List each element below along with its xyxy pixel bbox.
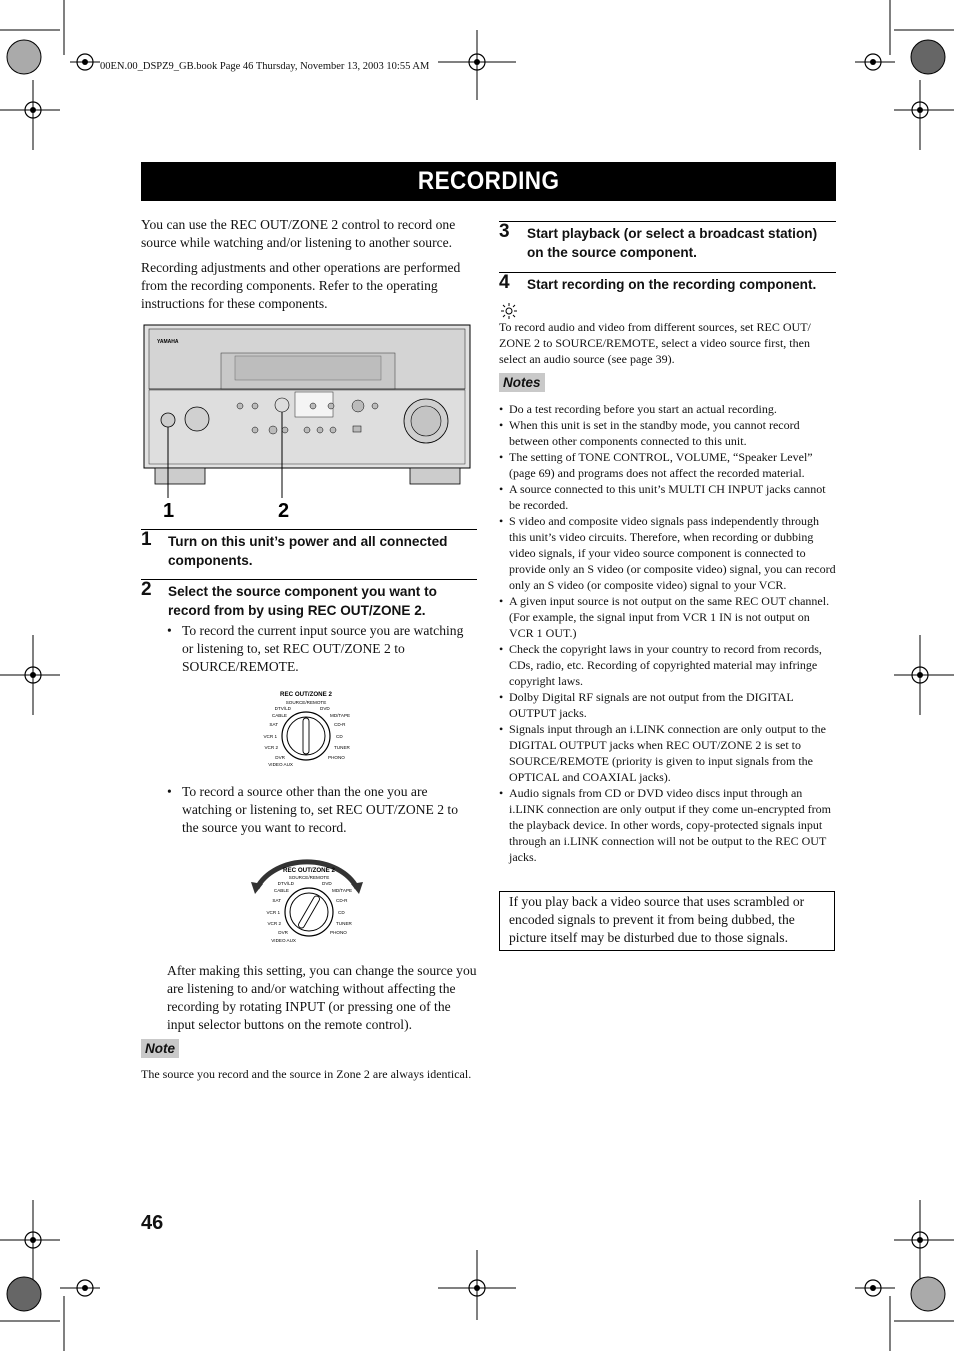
list-item: • Audio signals from CD or DVD video discs input through an i.LINK connection are only output if they come un-encrypted from the playback device. In other words, copy-protected signals input through an i.LINK connection will not be output to the REC OUT jacks.	[499, 785, 836, 865]
svg-text:DTV/LD: DTV/LD	[277, 881, 294, 886]
rec-out-dial-rotate	[245, 848, 375, 948]
tip-text: To record audio and video from different sources, set REC OUT/ ZONE 2 to SOURCE/REMOTE, select a video source first, then select an audio source (see page 39).	[499, 320, 811, 366]
svg-text:REC OUT/ZONE 2: REC OUT/ZONE 2	[283, 867, 335, 874]
svg-text:DTV/LD: DTV/LD	[274, 706, 291, 711]
step-2-bullet-1: • To record the current input source you are watching or listening to, set REC OUT/ZONE 2 to SOURCE/REMOTE.	[167, 622, 477, 676]
rec-out-dial-source-remote	[245, 686, 375, 772]
step-1-text: Turn on this unit’s power and all connected components.	[168, 534, 448, 568]
notes-label: Notes	[499, 373, 545, 392]
note-label: Note	[141, 1039, 179, 1058]
svg-text:VCR 2: VCR 2	[264, 745, 278, 750]
after-setting-paragraph: After making this setting, you can change the source you are listening to and/or watching without affecting the recording by rotating INPUT (or pressing one of the input selector buttons on the remote control).	[167, 963, 477, 1032]
svg-text:MD/TAPE: MD/TAPE	[330, 713, 351, 718]
step-1-number: 1	[141, 529, 152, 550]
list-item: • S video and composite video signals pass independently through this unit’s video circuits. Therefore, when recording or dubbing video signals, if your video source component is connected to provide only an S video (or composite video) signal, you can record only an S video (or composite video) signal to your VCR.	[499, 513, 836, 593]
step-3-text: Start playback (or select a broadcast station) on the source component.	[527, 226, 818, 260]
page-number: 46	[141, 1212, 164, 1234]
step-2-rule	[141, 579, 477, 580]
rec-out-zone2-knob-icon	[275, 398, 289, 412]
svg-text:REC OUT/ZONE 2: REC OUT/ZONE 2	[280, 691, 332, 698]
svg-text:CD: CD	[336, 734, 343, 739]
step-3-rule	[499, 221, 836, 222]
svg-text:CD: CD	[338, 910, 345, 915]
panel-brand: YAMAHA	[157, 339, 179, 345]
svg-text:VIDEO AUX: VIDEO AUX	[268, 762, 293, 767]
tip-lightbulb-icon	[500, 302, 518, 320]
svg-text:VIDEO AUX: VIDEO AUX	[271, 938, 296, 943]
svg-text:MD/TAPE: MD/TAPE	[332, 888, 353, 893]
note-text: The source you record and the source in Zone 2 are always identical.	[141, 1067, 472, 1081]
svg-text:CABLE: CABLE	[271, 713, 287, 718]
svg-text:CD-R: CD-R	[334, 722, 346, 727]
svg-text:TUNER: TUNER	[334, 745, 350, 750]
list-item: • When this unit is set in the standby mode, you cannot record between other components connected to this unit.	[499, 417, 836, 449]
svg-text:DVR: DVR	[278, 930, 288, 935]
list-item: • Dolby Digital RF signals are not output from the DIGITAL OUTPUT jacks.	[499, 689, 836, 721]
list-item: • The setting of TONE CONTROL, VOLUME, “Speaker Level” (page 69) and programs does not affect the recorded material.	[499, 449, 836, 481]
svg-text:VCR 2: VCR 2	[267, 921, 281, 926]
front-panel-illustration	[135, 320, 480, 530]
intro-paragraph-2: Recording adjustments and other operations are performed from the recording components. Refer to the operating instructions for these components.	[141, 260, 461, 311]
notes-list	[499, 401, 836, 865]
file-header-line: 00EN.00_DSPZ9_GB.book Page 46 Thursday, November 13, 2003 10:55 AM	[100, 61, 430, 72]
step-4-number: 4	[499, 272, 510, 293]
svg-text:VCR 1: VCR 1	[266, 910, 280, 915]
step-2-bullet-2: • To record a source other than the one you are watching or listening to, set REC OUT/ZONE 2 to the source you want to record.	[167, 783, 477, 837]
list-item: • Check the copyright laws in your country to record from records, CDs, radio, etc. Recording of copyrighted material may infringe copyright laws.	[499, 641, 836, 689]
svg-text:SOURCE/REMOTE: SOURCE/REMOTE	[288, 875, 330, 880]
callout-1: 1	[163, 500, 175, 522]
list-item: • A source connected to this unit’s MULTI CH INPUT jacks cannot be recorded.	[499, 481, 836, 513]
power-button-icon	[161, 413, 175, 427]
svg-text:DVD: DVD	[322, 881, 332, 886]
step-4-text: Start recording on the recording component.	[527, 277, 817, 292]
step-1-rule	[141, 529, 477, 530]
svg-text:SAT: SAT	[269, 722, 278, 727]
svg-text:DVR: DVR	[275, 755, 285, 760]
list-item: • Signals input through an i.LINK connection are only output to the DIGITAL OUTPUT jacks when REC OUT/ZONE 2 is set to SOURCE/REMOTE (priority is given to input signals from the OPTICAL and COAXIAL jacks).	[499, 721, 836, 785]
scrambled-signal-box: If you play back a video source that uses scrambled or encoded signals to prevent it from being dubbed, the picture itself may be disturbed due to those signals.	[499, 891, 835, 951]
callout-2: 2	[278, 500, 290, 522]
svg-text:CABLE: CABLE	[273, 888, 289, 893]
svg-text:DVD: DVD	[320, 706, 330, 711]
step-2-number: 2	[141, 579, 152, 600]
svg-text:SAT: SAT	[272, 898, 281, 903]
page-title: RECORDING	[141, 162, 836, 201]
svg-text:SOURCE/REMOTE: SOURCE/REMOTE	[285, 700, 327, 705]
svg-text:CD-R: CD-R	[336, 898, 348, 903]
svg-text:VCR 1: VCR 1	[263, 734, 277, 739]
step-4-rule	[499, 272, 836, 273]
svg-text:PHONO: PHONO	[330, 930, 347, 935]
svg-text:PHONO: PHONO	[328, 755, 345, 760]
list-item: • A given input source is not output on the same REC OUT channel. (For example, the signal input from VCR 1 IN is not output on VCR 1 OUT.)	[499, 593, 836, 641]
list-item: • Do a test recording before you start an actual recording.	[499, 401, 836, 417]
svg-text:TUNER: TUNER	[336, 921, 352, 926]
step-2-text: Select the source component you want to record from by using REC OUT/ZONE 2.	[168, 584, 437, 618]
intro-paragraph-1: You can use the REC OUT/ZONE 2 control to record one source while watching and/or listening to another source.	[141, 217, 456, 250]
step-3-number: 3	[499, 221, 510, 242]
